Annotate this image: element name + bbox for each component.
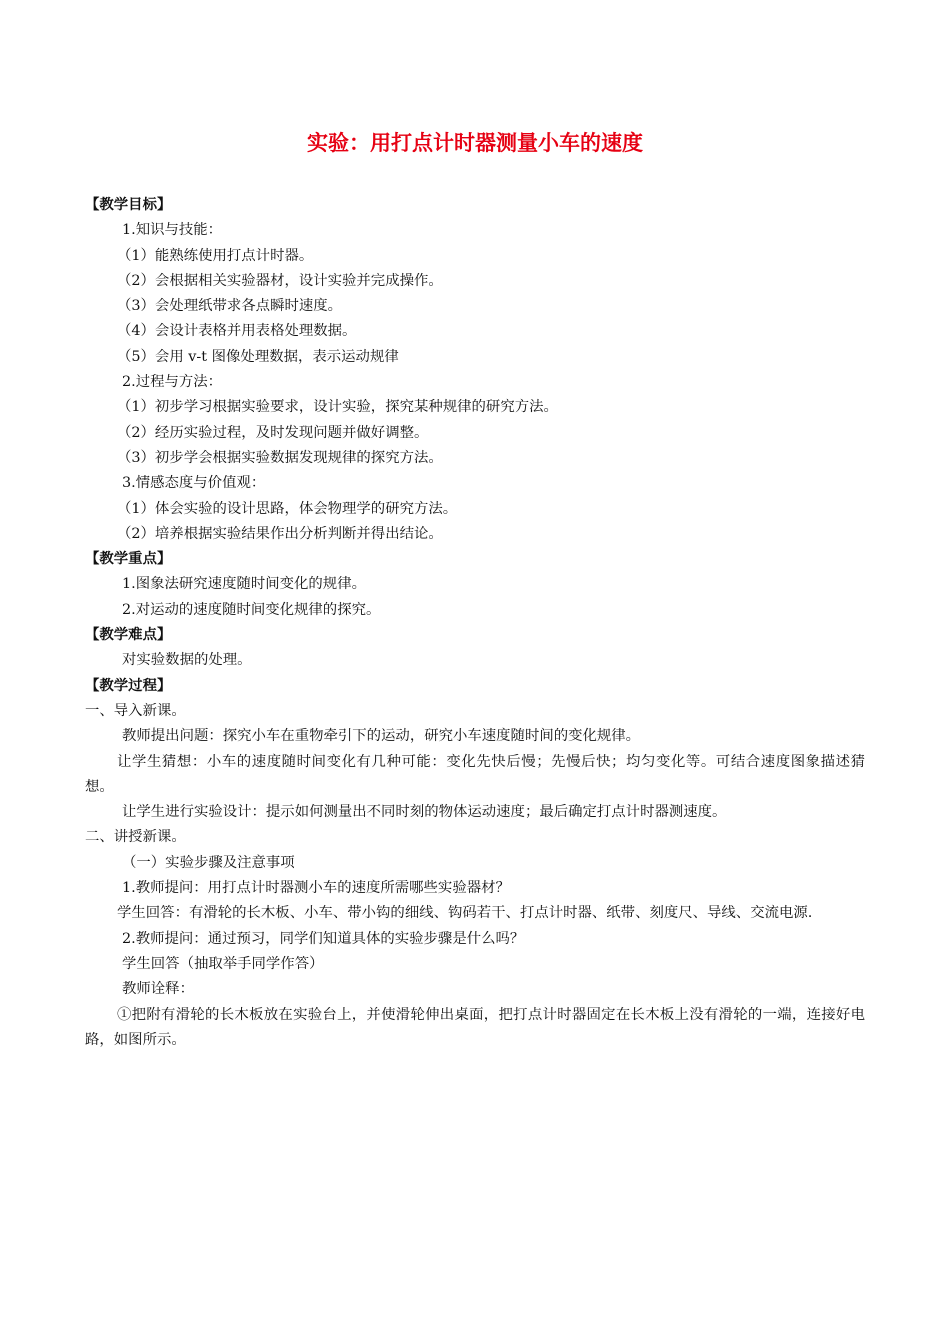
paragraph: 教师诠释： bbox=[122, 981, 194, 998]
list-item: （1）能熟练使用打点计时器。 bbox=[117, 247, 314, 264]
paragraph: 学生回答：有滑轮的长木板、小车、带小钩的细线、钩码若干、打点计时器、纸带、刻度尺、导线、交流电源. bbox=[117, 905, 813, 922]
list-item: （1）初步学习根据实验要求，设计实验，探究某种规律的研究方法。 bbox=[117, 399, 558, 416]
list-item: （1）体会实验的设计思路，体会物理学的研究方法。 bbox=[117, 500, 458, 517]
difficulties-text: 对实验数据的处理。 bbox=[122, 652, 252, 669]
list-item: （2）会根据相关实验器材，设计实验并完成操作。 bbox=[117, 272, 443, 289]
list-item: （2）经历实验过程，及时发现问题并做好调整。 bbox=[117, 424, 429, 441]
paragraph: 教师提出问题：探究小车在重物牵引下的运动，研究小车速度随时间的变化规律。 bbox=[122, 728, 641, 745]
knowledge-heading: 1.知识与技能： bbox=[122, 222, 223, 239]
document-title: 实验：用打点计时器测量小车的速度 bbox=[307, 131, 643, 155]
list-item: （5）会用 v-t 图像处理数据，表示运动规律 bbox=[117, 348, 399, 365]
list-item: 1.图象法研究速度随时间变化的规律。 bbox=[122, 576, 366, 593]
list-item: （3）初步学会根据实验数据发现规律的探究方法。 bbox=[117, 449, 443, 466]
document-body bbox=[85, 193, 865, 1053]
intro-heading: 一、导入新课。 bbox=[85, 702, 186, 719]
lecture-heading: 二、讲授新课。 bbox=[85, 829, 186, 846]
list-item: 2.对运动的速度随时间变化规律的探究。 bbox=[122, 601, 381, 618]
paragraph: 2.教师提问：通过预习，同学们知道具体的实验步骤是什么吗？ bbox=[122, 930, 525, 947]
paragraph: 学生回答（抽取举手同学作答） bbox=[122, 955, 324, 972]
list-item: （3）会处理纸带求各点瞬时速度。 bbox=[117, 298, 343, 315]
key-points-heading: 【教学重点】 bbox=[85, 551, 172, 568]
paragraph: 1.教师提问：用打点计时器测小车的速度所需哪些实验器材？ bbox=[122, 880, 510, 897]
paragraph: 让学生猜想：小车的速度随时间变化有几种可能：变化先快后慢；先慢后快；均匀变化等。可结合速度图象描述猜想。 bbox=[85, 753, 865, 795]
process-heading: 【教学过程】 bbox=[85, 677, 172, 694]
paragraph: 让学生进行实验设计：提示如何测量出不同时刻的物体运动速度；最后确定打点计时器测速度。 bbox=[122, 804, 727, 821]
process-method-heading: 2.过程与方法： bbox=[122, 374, 223, 391]
attitude-heading: 3.情感态度与价值观： bbox=[122, 475, 266, 492]
paragraph: ①把附有滑轮的长木板放在实验台上，并使滑轮伸出桌面，把打点计时器固定在长木板上没有滑轮的一端，连接好电路，如图所示。 bbox=[85, 1006, 865, 1048]
list-item: （4）会设计表格并用表格处理数据。 bbox=[117, 323, 357, 340]
list-item: （2）培养根据实验结果作出分析判断并得出结论。 bbox=[117, 525, 443, 542]
difficulties-heading: 【教学难点】 bbox=[85, 627, 172, 644]
sub-heading: （一）实验步骤及注意事项 bbox=[122, 854, 295, 871]
objectives-heading: 【教学目标】 bbox=[85, 197, 172, 213]
